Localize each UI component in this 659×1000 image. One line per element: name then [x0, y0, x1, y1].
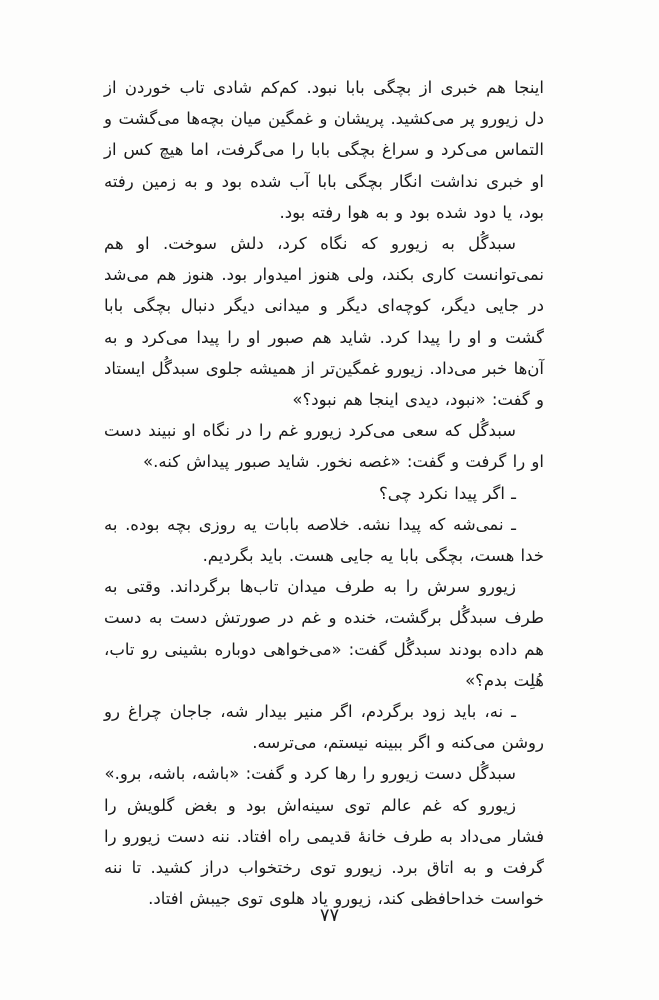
body-text — [104, 72, 544, 914]
paragraph-6: زیورو که غم عالم توی سینه‌اش بود و بغض گلویش را فشار می‌داد به طرف خانهٔ قدیمی راه افتاد. ننه دست زیورو را گرفت و به اتاق برد. زیورو توی رختخواب دراز کشید. تا ننه خواست خداحافظی کند، زیورو یاد هلوی توی جیبش افتاد. — [104, 795, 544, 909]
paragraph-2: سبدگُل به زیورو که نگاه کرد، دلش سوخت. او هم نمی‌توانست کاری بکند، ولی هنوز امیدوار بود. هنوز هم می‌شد در جایی دیگر، کوچه‌ای دیگر و میدانی دیگر دنبال بچگی بابا گشت و او را پیدا کرد. شاید هم صبور او را پیدا می‌کرد و به آن‌ها خبر می‌داد. زیورو غمگین‌تر از همیشه جلوی سبدگُل ایستاد و گفت: «نبود، دیدی اینجا هم نبود؟» — [104, 234, 544, 410]
page-number: ۷۷ — [319, 905, 340, 926]
paragraph-4: زیورو سرش را به طرف میدان تاب‌ها برگرداند. وقتی به طرف سبدگُل برگشت، خنده و غم در صورتش دست به دست هم داده بودند سبدگُل گفت: «می‌خواهی دوباره بشینی رو تاب، هُلِت بدم؟» — [104, 577, 544, 690]
dialogue-line-2: ـ نمی‌شه که پیدا نشه. خلاصه بابات یه روزی بچه بوده. به خدا هست، بچگی بابا یه جایی هست. باید بگردیم. — [104, 514, 544, 566]
paragraph-1: اینجا هم خبری از بچگی بابا نبود. کم‌کم شادی تاب خوردن از دل زیورو پر می‌کشید. پریشان و غمگین میان بچه‌ها می‌گشت و التماس می‌کرد و سراغ بچگی بابا را می‌گرفت، اما هیچ کس از او خبری نداشت انگار بچگی بابا آب شده بود و به زمین رفته بود، یا دود شده بود و به هوا رفته بود. — [104, 78, 544, 222]
paragraph-5: سبدگُل دست زیورو را رها کرد و گفت: «باشه، باشه، برو.» — [104, 764, 516, 784]
paragraph-3: سبدگُل که سعی می‌کرد زیورو غم را در نگاه او نبیند دست او را گرفت و گفت: «غصه نخور. شاید صبور پیداش کنه.» — [104, 421, 544, 472]
dialogue-line-1: ـ اگر پیدا نکرد چی؟ — [378, 483, 516, 503]
dialogue-line-3: ـ نه، باید زود برگردم، اگر منیر بیدار شه، جاجان چراغ رو روشن می‌کنه و اگر ببینه نیستم، می‌ترسه. — [104, 702, 544, 753]
